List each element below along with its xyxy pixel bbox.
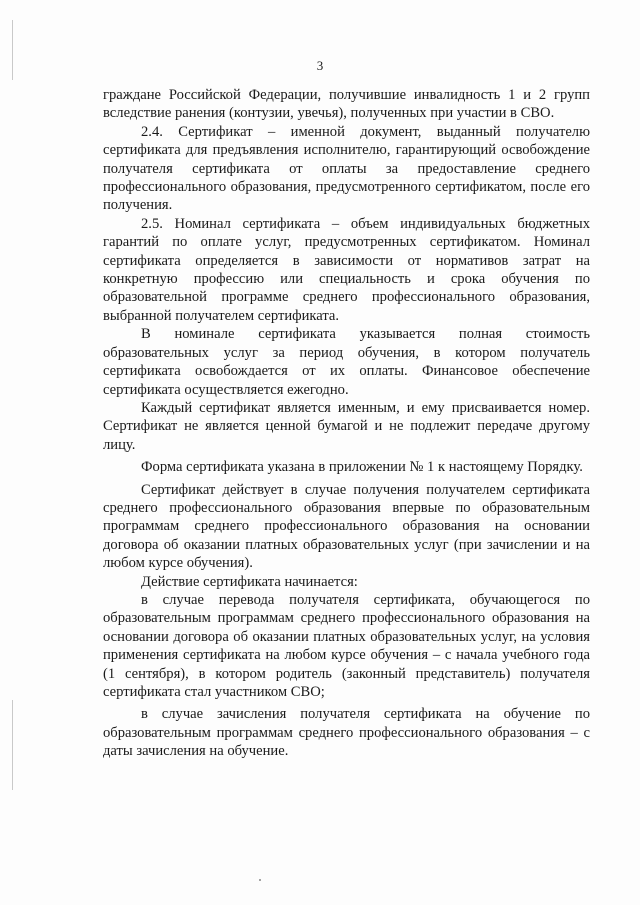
paragraph: в случае перевода получателя сертификата, обучающегося по образовательным программам среднего профессионального образования на основании договора об оказании платных образовательных услуг, на условия применения сертификата на любом курсе обучения – с начала учебного года (1 сентября), в котором родитель (законный представитель) получателя сертификата стал участником СВО; xyxy=(103,591,590,700)
paragraph: Форма сертификата указана в приложении № 1 к настоящему Порядку. xyxy=(141,459,583,476)
paragraph: В номинале сертификата указывается полная стоимость образовательных услуг за период обучения, в котором получатель сертификата освобождается от их оплаты. Финансовое обеспечение сертификата осуществляется ежегодно. xyxy=(103,326,590,398)
paragraph: Сертификат действует в случае получения получателем сертификата среднего профессионального образования впервые по образовательным программам среднего профессионального образования на основании договора об оказании платных образовательных услуг (при зачислении и на любом курсе обучения). xyxy=(103,481,590,572)
paragraph: Действие сертификата начинается: xyxy=(141,573,358,590)
document-body xyxy=(103,86,590,761)
paragraph: Каждый сертификат является именным, и ему присваивается номер. Сертификат не является ценной бумагой и не подлежит передаче другому лицу. xyxy=(103,399,590,453)
paragraph: 2.5. Номинал сертификата – объем индивидуальных бюджетных гарантий по оплате услуг, предусмотренных сертификатом. Номинал сертификата определяется в зависимости от нормативов затрат на конкретную профессию или специальность и срока обучения по образовательной программе среднего профессионального образования, выбранной получателем сертификата. xyxy=(103,215,590,324)
page-number: 3 xyxy=(316,58,324,73)
paragraph: граждане Российской Федерации, получившие инвалидность 1 и 2 групп вследствие ранения (контузии, увечья), полученных при участии в СВО. xyxy=(103,87,590,122)
scan-margin-line xyxy=(12,700,13,790)
paragraph: в случае зачисления получателя сертификата на обучение по образовательным программам среднего профессионального образования – с даты зачисления на обучение. xyxy=(103,706,590,760)
scan-artifact xyxy=(259,879,261,881)
paragraph: 2.4. Сертификат – именной документ, выданный получателю сертификата для предъявления исполнителю, гарантирующий освобождение получателя сертификата от оплаты за предоставление среднего профессионального образования, предусмотренного сертификатом, после его получения. xyxy=(103,123,590,214)
